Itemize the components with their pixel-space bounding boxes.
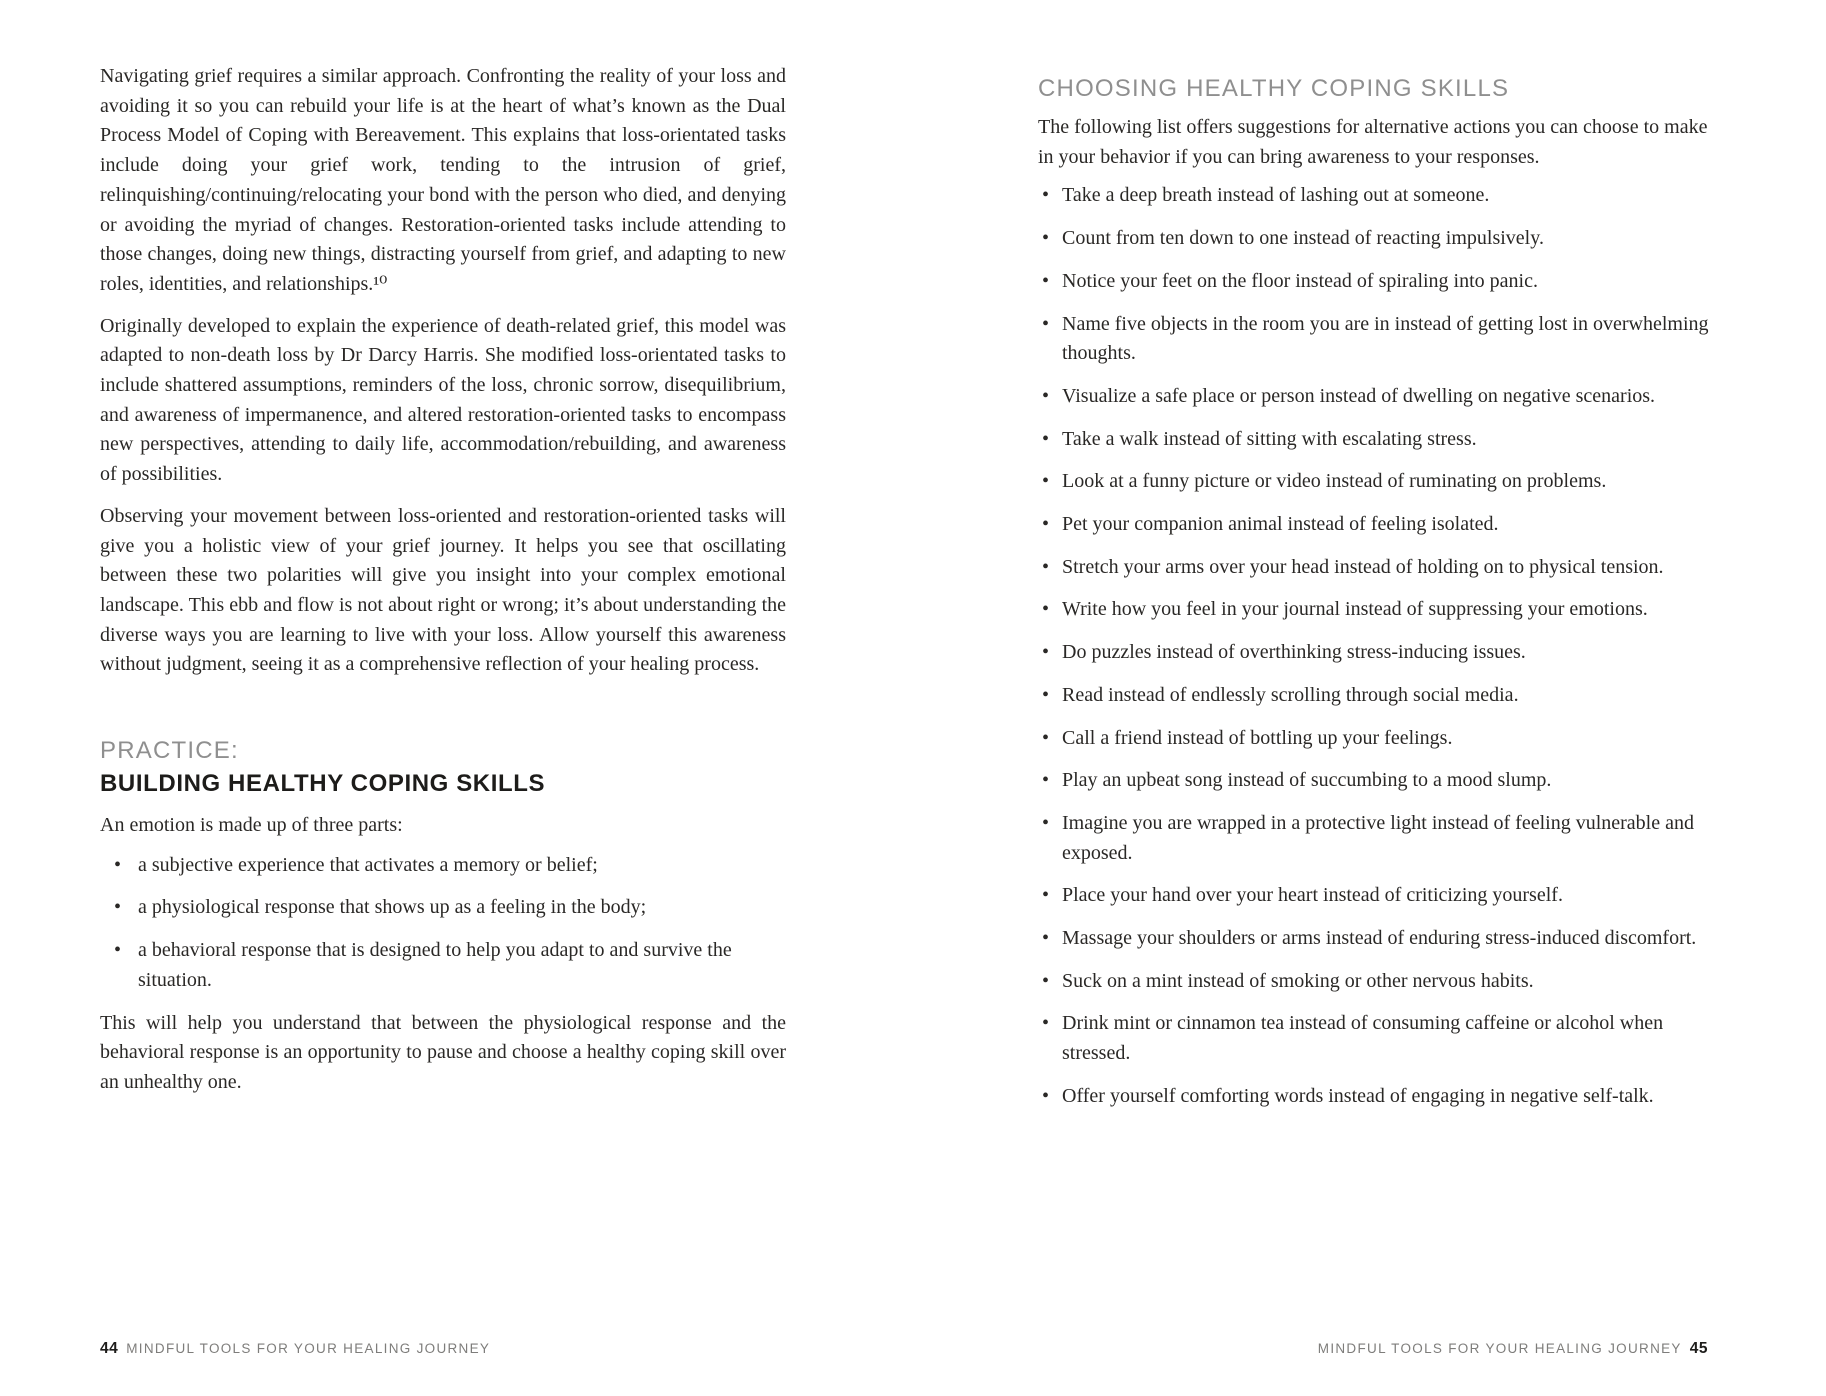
list-item: • Read instead of endlessly scrolling through social media. bbox=[1038, 681, 1718, 711]
practice-kicker: PRACTICE: bbox=[100, 737, 239, 765]
list-item: • Pet your companion animal instead of feeling isolated. bbox=[1038, 510, 1718, 540]
list-item: • Visualize a safe place or person instead of dwelling on negative scenarios. bbox=[1038, 382, 1718, 412]
list-item: • Notice your feet on the floor instead of spiraling into panic. bbox=[1038, 267, 1718, 297]
book-title: MINDFUL TOOLS FOR YOUR HEALING JOURNEY bbox=[126, 1341, 491, 1356]
page-45 bbox=[1038, 74, 1718, 1125]
emotion-parts-list bbox=[100, 851, 786, 996]
list-item: • Do puzzles instead of overthinking stress-inducing issues. bbox=[1038, 638, 1718, 668]
list-item: • Offer yourself comforting words instead of engaging in negative self-talk. bbox=[1038, 1082, 1718, 1112]
section-heading: CHOOSING HEALTHY COPING SKILLS bbox=[1038, 75, 1510, 102]
book-title: MINDFUL TOOLS FOR YOUR HEALING JOURNEY bbox=[1317, 1341, 1682, 1356]
list-item: • Take a walk instead of sitting with escalating stress. bbox=[1038, 425, 1718, 455]
list-item: • Imagine you are wrapped in a protective light instead of feeling vulnerable and exposed. bbox=[1038, 809, 1718, 868]
list-item: • Stretch your arms over your head instead of holding on to physical tension. bbox=[1038, 553, 1718, 583]
page-44 bbox=[100, 62, 786, 1110]
list-item: • a behavioral response that is designed to help you adapt to and survive the situation. bbox=[100, 936, 786, 995]
paragraph-dual-process-model: Navigating grief requires a similar approach. Confronting the reality of your loss and avoiding it so you can rebuild your life is at the heart of what’s known as the Dual Process Model of Coping with Bereavement. This explains that loss-orientated tasks include doing your grief work, tending to the intrusion of grief, relinquishing/continuing/relocating your bond with the person who died, and denying or avoiding the myriad of changes. Restoration-oriented tasks include attending to those changes, doing new things, distracting yourself from grief, and adapting to new roles, identities, and relationships.¹⁰ bbox=[100, 65, 786, 295]
footer-left bbox=[100, 1340, 490, 1358]
practice-title: BUILDING HEALTHY COPING SKILLS bbox=[100, 770, 546, 798]
list-item: • Suck on a mint instead of smoking or other nervous habits. bbox=[1038, 967, 1718, 997]
section-intro: The following list offers suggestions for alternative actions you can choose to make in your behavior if you can bring awareness to your responses. bbox=[1038, 116, 1708, 168]
page-number: 45 bbox=[1689, 1340, 1708, 1357]
list-item: • Look at a funny picture or video instead of ruminating on problems. bbox=[1038, 467, 1718, 497]
paragraph-observing-movement: Observing your movement between loss-oriented and restoration-oriented tasks will give you a holistic view of your grief journey. It helps you see that oscillating between these two polarities will give you insight into your complex emotional landscape. This ebb and flow is not about right or wrong; it’s about understanding the diverse ways you are learning to live with your loss. Allow yourself this awareness without judgment, seeing it as a comprehensive reflection of your healing process. bbox=[100, 504, 786, 676]
footer-right bbox=[1038, 1340, 1708, 1358]
coping-skills-list bbox=[1038, 181, 1718, 1111]
page-number: 44 bbox=[100, 1340, 119, 1357]
list-item: • Name five objects in the room you are in instead of getting lost in overwhelming thoughts. bbox=[1038, 310, 1718, 369]
list-item: • Play an upbeat song instead of succumbing to a mood slump. bbox=[1038, 766, 1718, 796]
paragraph-darcy-harris: Originally developed to explain the experience of death-related grief, this model was adapted to non-death loss by Dr Darcy Harris. She modified loss-orientated tasks to include shattered assumptions, reminders of the loss, chronic sorrow, disequilibrium, and awareness of impermanence, and altered restoration-oriented tasks to encompass new perspectives, attending to daily life, accommodation/rebuilding, and awareness of possibilities. bbox=[100, 314, 786, 486]
list-item: • a physiological response that shows up as a feeling in the body; bbox=[100, 893, 786, 923]
list-item: • Drink mint or cinnamon tea instead of consuming caffeine or alcohol when stressed. bbox=[1038, 1009, 1718, 1068]
practice-intro: An emotion is made up of three parts: bbox=[100, 814, 403, 837]
list-item: • a subjective experience that activates a memory or belief; bbox=[100, 851, 786, 881]
list-item: • Massage your shoulders or arms instead of enduring stress-induced discomfort. bbox=[1038, 924, 1718, 954]
list-item: • Place your hand over your heart instead of criticizing yourself. bbox=[1038, 881, 1718, 911]
list-item: • Call a friend instead of bottling up your feelings. bbox=[1038, 724, 1718, 754]
list-item: • Take a deep breath instead of lashing out at someone. bbox=[1038, 181, 1718, 211]
list-item: • Count from ten down to one instead of reacting impulsively. bbox=[1038, 224, 1718, 254]
list-item: • Write how you feel in your journal instead of suppressing your emotions. bbox=[1038, 595, 1718, 625]
practice-closing: This will help you understand that between the physiological response and the behavioral response is an opportunity to pause and choose a healthy coping skill over an unhealthy one. bbox=[100, 1011, 786, 1093]
